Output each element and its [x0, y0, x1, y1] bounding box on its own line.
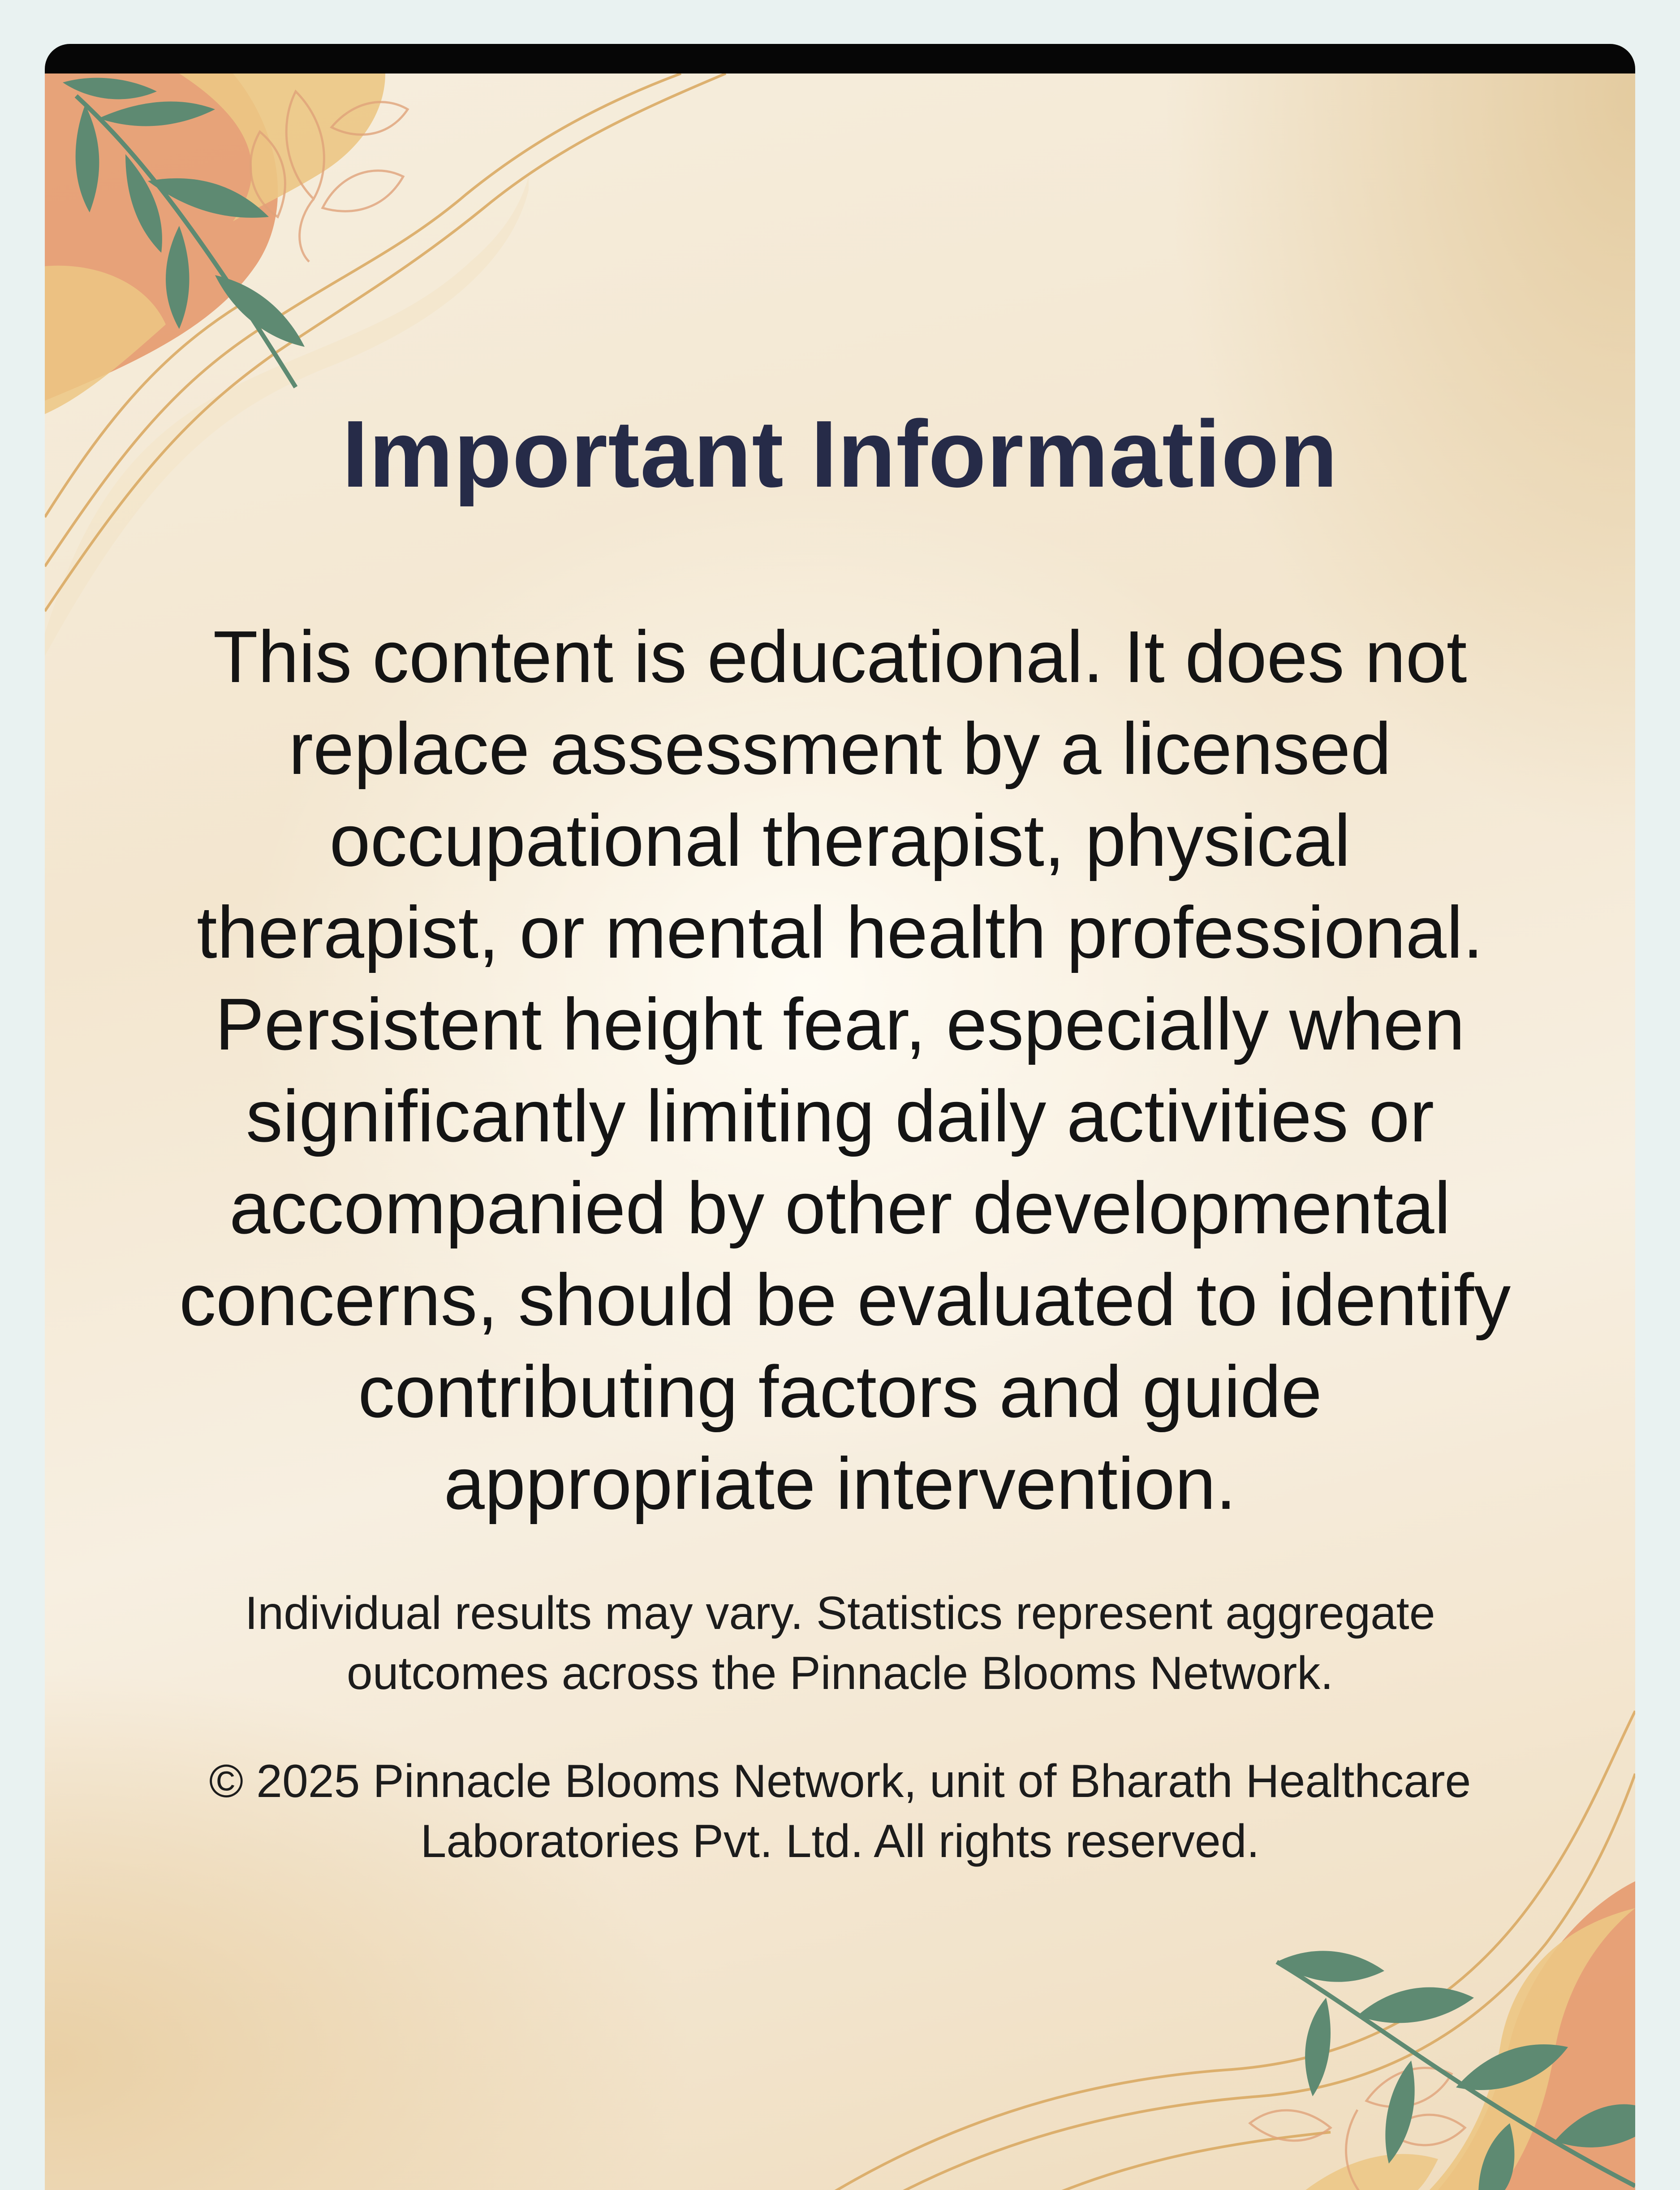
copyright-notice: [179, 1751, 1501, 1871]
info-card: [45, 44, 1635, 2190]
disclaimer-line: This content is educational. It does not: [213, 616, 1467, 698]
results-note: [179, 1583, 1501, 1703]
disclaimer-line: therapist, or mental health professional.: [197, 891, 1483, 973]
yellow-blob-lower: [1299, 2154, 1438, 2190]
disclaimer-line: appropriate intervention.: [444, 1443, 1236, 1525]
page-title: Important Information: [342, 401, 1338, 507]
disclaimer-text: [179, 611, 1511, 1529]
disclaimer-line: contributing factors and guide: [358, 1351, 1322, 1433]
card-top-bar: [45, 44, 1635, 73]
copyright-line: Laboratories Pvt. Ltd. All rights reserved.: [420, 1815, 1260, 1867]
disclaimer-line: concerns, should be evaluated to identify: [179, 1259, 1511, 1341]
results-note-line: Individual results may vary. Statistics represent aggregate: [245, 1587, 1435, 1639]
top-left-decoration: [45, 73, 806, 656]
disclaimer-line: Persistent height fear, especially when: [215, 983, 1465, 1065]
disclaimer-line: occupational therapist, physical: [329, 799, 1351, 881]
disclaimer-line: significantly limiting daily activities or: [246, 1075, 1434, 1157]
disclaimer-line: replace assessment by a licensed: [289, 708, 1391, 790]
bottom-right-decoration: [829, 1657, 1635, 2190]
results-note-line: outcomes across the Pinnacle Blooms Network.: [346, 1647, 1334, 1699]
disclaimer-line: accompanied by other developmental: [229, 1167, 1451, 1249]
copyright-line: © 2025 Pinnacle Blooms Network, unit of Bharath Healthcare: [209, 1755, 1471, 1807]
